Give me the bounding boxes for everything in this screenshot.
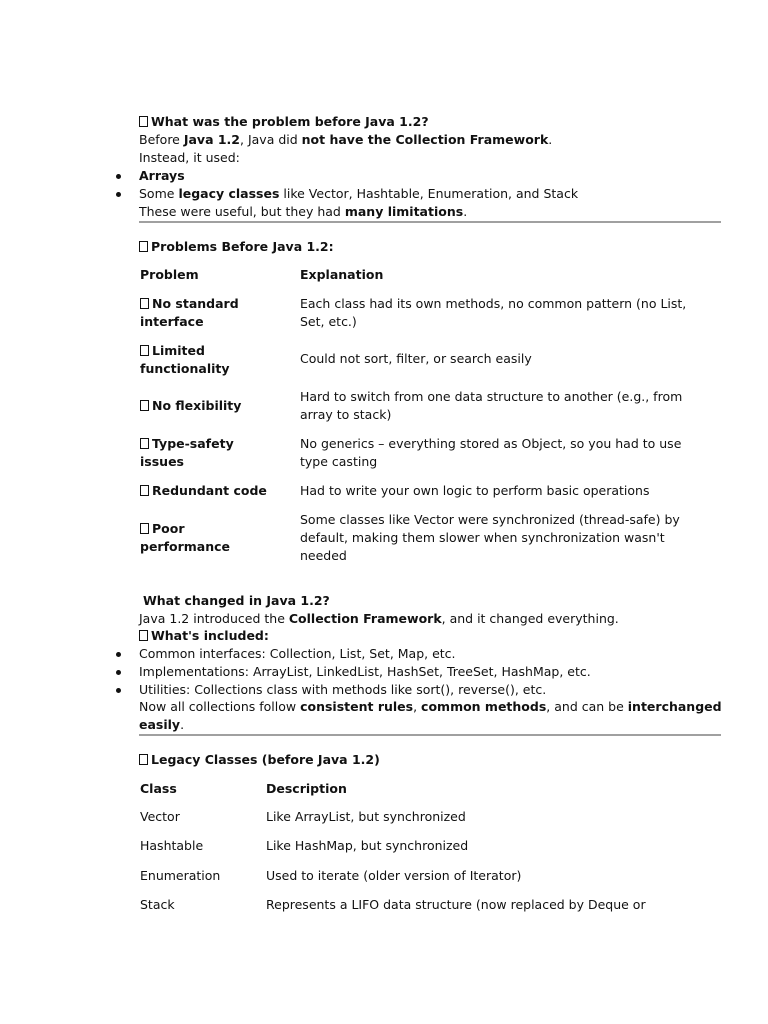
missing-glyph-icon [139, 241, 148, 252]
missing-glyph-icon [139, 754, 148, 765]
intro-heading: What was the problem before Java 1.2? [139, 113, 429, 131]
intro-paragraph-2: Instead, it used: [139, 150, 240, 165]
changed-heading: What changed in Java 1.2? [143, 593, 330, 608]
problems-row-problem: Type-safety issues [140, 436, 234, 469]
problems-row-problem: No flexibility [140, 397, 241, 415]
intro-paragraph-1: Before Java 1.2, Java did not have the Collection Framework. [139, 132, 553, 147]
problems-heading: Problems Before Java 1.2: [139, 238, 334, 256]
missing-glyph-icon [140, 400, 149, 411]
bullet-icon [116, 670, 121, 675]
legacy-col-class: Class [140, 781, 177, 796]
missing-glyph-icon [140, 298, 149, 309]
legacy-row-description: Like HashMap, but synchronized [266, 838, 469, 853]
intro-bullet-arrays: Arrays [139, 168, 185, 183]
problems-col-problem: Problem [140, 267, 199, 282]
problems-row-problem: Redundant code [140, 482, 267, 500]
changed-bullet: Implementations: ArrayList, LinkedList, HashSet, TreeSet, HashMap, etc. [139, 664, 591, 679]
bullet-icon [116, 652, 121, 657]
horizontal-rule [139, 221, 721, 223]
legacy-heading: Legacy Classes (before Java 1.2) [139, 751, 380, 769]
legacy-row-description: Represents a LIFO data structure (now replaced by Deque or [266, 897, 646, 912]
legacy-row-class: Vector [140, 809, 180, 824]
bullet-icon [116, 688, 121, 693]
problems-col-explanation: Explanation [300, 267, 384, 282]
problems-row-explanation: Hard to switch from one data structure to another (e.g., from array to stack) [300, 389, 683, 422]
problems-row-problem: Poor performance [140, 521, 231, 554]
changed-bullet: Utilities: Collections class with methods like sort(), reverse(), etc. [139, 682, 547, 697]
legacy-row-class: Hashtable [140, 838, 204, 853]
horizontal-rule [139, 734, 721, 736]
problems-row-explanation: Some classes like Vector were synchronized (thread-safe) by default, making them slower when synchronization wasn't needed [300, 512, 680, 563]
problems-row-explanation: Each class had its own methods, no common pattern (no List, Set, etc.) [300, 296, 687, 329]
problems-row-explanation: No generics – everything stored as Object, so you had to use type casting [300, 436, 682, 469]
missing-glyph-icon [140, 485, 149, 496]
intro-paragraph-3: These were useful, but they had many limitations. [139, 204, 468, 219]
legacy-row-description: Used to iterate (older version of Iterator) [266, 868, 522, 883]
problems-row-explanation: Could not sort, filter, or search easily [300, 351, 532, 366]
bullet-icon [116, 174, 121, 179]
changed-bullet: Common interfaces: Collection, List, Set, Map, etc. [139, 646, 456, 661]
legacy-row-class: Enumeration [140, 868, 221, 883]
changed-paragraph-2: Now all collections follow consistent rules, common methods, and can be interchanged [139, 699, 722, 714]
legacy-row-description: Like ArrayList, but synchronized [266, 809, 466, 824]
changed-included-heading: What's included: [139, 627, 269, 645]
missing-glyph-icon [140, 345, 149, 356]
legacy-row-class: Stack [140, 897, 175, 912]
missing-glyph-icon [140, 438, 149, 449]
missing-glyph-icon [140, 523, 149, 534]
changed-paragraph-1: Java 1.2 introduced the Collection Framework, and it changed everything. [139, 611, 619, 626]
problems-row-explanation: Had to write your own logic to perform basic operations [300, 483, 650, 498]
intro-bullet-legacy: Some legacy classes like Vector, Hashtable, Enumeration, and Stack [139, 186, 579, 201]
legacy-col-description: Description [266, 781, 347, 796]
missing-glyph-icon [139, 116, 148, 127]
changed-paragraph-2-cont: easily. [139, 717, 185, 732]
problems-row-problem: No standard interface [140, 296, 239, 329]
problems-row-problem: Limited functionality [140, 343, 230, 376]
missing-glyph-icon [139, 630, 148, 641]
bullet-icon [116, 192, 121, 197]
